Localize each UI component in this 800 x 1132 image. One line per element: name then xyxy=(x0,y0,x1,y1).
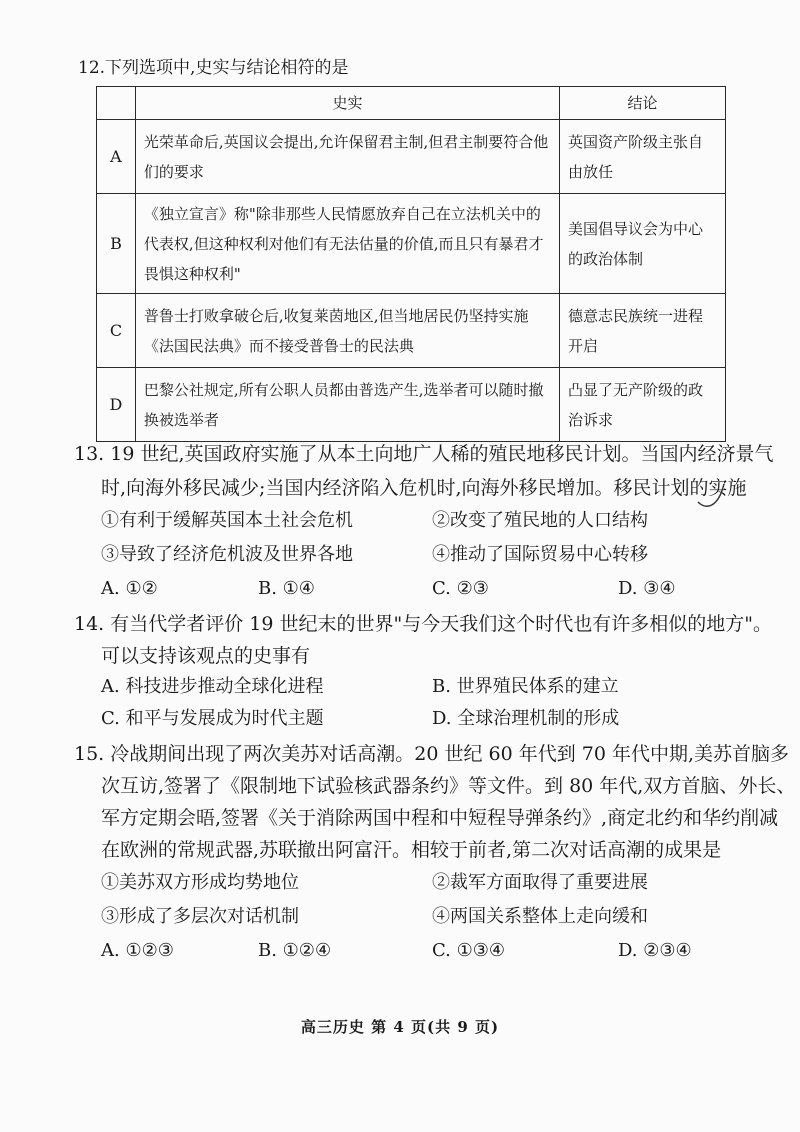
q14-choice-d: D. 全球治理机制的形成 xyxy=(432,708,620,729)
q15-statement-3: ③形成了多层次对话机制 xyxy=(101,906,299,927)
q15-stem-line2: 次互访,签署了《限制地下试验核武器条约》等文件。到 80 年代,双方首脑、外长、 xyxy=(101,775,796,797)
row-letter: D xyxy=(97,368,136,442)
row-conclusion: 德意志民族统一进程开启 xyxy=(560,294,726,368)
q15-stem-line3: 军方定期会晤,签署《关于消除两国中程和中短程导弹条约》,商定北约和华约削减 xyxy=(101,807,779,829)
q15-choice-d: D. ②③④ xyxy=(618,940,692,961)
q15-choice-a: A. ①②③ xyxy=(101,940,174,961)
row-fact: 《独立宣言》称"除非那些人民情愿放弃自己在立法机关中的代表权,但这种权利对他们有无法估量的价值,而且只有暴君才畏惧这种权利" xyxy=(135,194,559,294)
q13-stem-line2: 时,向海外移民减少;当国内经济陷入危机时,向海外移民增加。移民计划的实施 xyxy=(101,477,747,499)
row-letter: A xyxy=(97,120,136,194)
row-conclusion: 美国倡导议会为中心的政治体制 xyxy=(560,194,726,294)
q15-choice-b: B. ①②④ xyxy=(258,940,332,961)
q15-stem-line4: 在欧洲的常规武器,苏联撤出阿富汗。相较于前者,第二次对话高潮的成果是 xyxy=(101,839,722,861)
handwritten-mark-icon xyxy=(692,480,728,510)
q13-choice-a: A. ①② xyxy=(101,578,158,599)
q13-choice-b: B. ①④ xyxy=(258,578,315,599)
q13-statement-4: ④推动了国际贸易中心转移 xyxy=(432,544,648,565)
table-row xyxy=(97,294,726,368)
table-header-row xyxy=(97,87,726,120)
q13-statement-1: ①有利于缓解英国本土社会危机 xyxy=(101,510,353,531)
header-conclusion: 结论 xyxy=(560,87,726,120)
q14-choice-a: A. 科技进步推动全球化进程 xyxy=(101,676,324,697)
table-row xyxy=(97,194,726,294)
q13-stem-line1: 13. 19 世纪,英国政府实施了从本土向地广人稀的殖民地移民计划。当国内经济景气 xyxy=(74,443,774,465)
q15-stem-line1: 15. 冷战期间出现了两次美苏对话高潮。20 世纪 60 年代到 70 年代中期,美苏首脑多 xyxy=(74,743,790,765)
header-fact: 史实 xyxy=(135,87,559,120)
q13-choice-d: D. ③④ xyxy=(618,578,676,599)
q15-statement-4: ④两国关系整体上走向缓和 xyxy=(432,906,648,927)
q15-choice-c: C. ①③④ xyxy=(432,940,505,961)
row-conclusion: 英国资产阶级主张自由放任 xyxy=(560,120,726,194)
page-footer: 高三历史 第 4 页(共 9 页) xyxy=(300,1018,500,1036)
q14-choice-c: C. 和平与发展成为时代主题 xyxy=(101,708,324,729)
row-fact: 巴黎公社规定,所有公职人员都由普选产生,选举者可以随时撤换被选举者 xyxy=(135,368,559,442)
q12-table xyxy=(96,86,726,442)
q14-stem-line1: 14. 有当代学者评价 19 世纪末的世界"与今天我们这个时代也有许多相似的地方"。 xyxy=(74,613,772,635)
q15-statement-1: ①美苏双方形成均势地位 xyxy=(101,872,299,893)
q15-statement-2: ②裁军方面取得了重要进展 xyxy=(432,872,648,893)
row-letter: C xyxy=(97,294,136,368)
header-empty xyxy=(97,87,136,120)
q12-title: 12.下列选项中,史实与结论相符的是 xyxy=(78,58,349,78)
q14-choice-b: B. 世界殖民体系的建立 xyxy=(432,676,619,697)
row-conclusion: 凸显了无产阶级的政治诉求 xyxy=(560,368,726,442)
q13-statement-3: ③导致了经济危机波及世界各地 xyxy=(101,544,353,565)
row-letter: B xyxy=(97,194,136,294)
table-row xyxy=(97,368,726,442)
q14-stem-line2: 可以支持该观点的史事有 xyxy=(101,645,311,667)
row-fact: 光荣革命后,英国议会提出,允许保留君主制,但君主制要符合他们的要求 xyxy=(135,120,559,194)
q13-statement-2: ②改变了殖民地的人口结构 xyxy=(432,510,648,531)
row-fact: 普鲁士打败拿破仑后,收复莱茵地区,但当地居民仍坚持实施《法国民法典》而不接受普鲁士的民法典 xyxy=(135,294,559,368)
table-row xyxy=(97,120,726,194)
q13-choice-c: C. ②③ xyxy=(432,578,489,599)
